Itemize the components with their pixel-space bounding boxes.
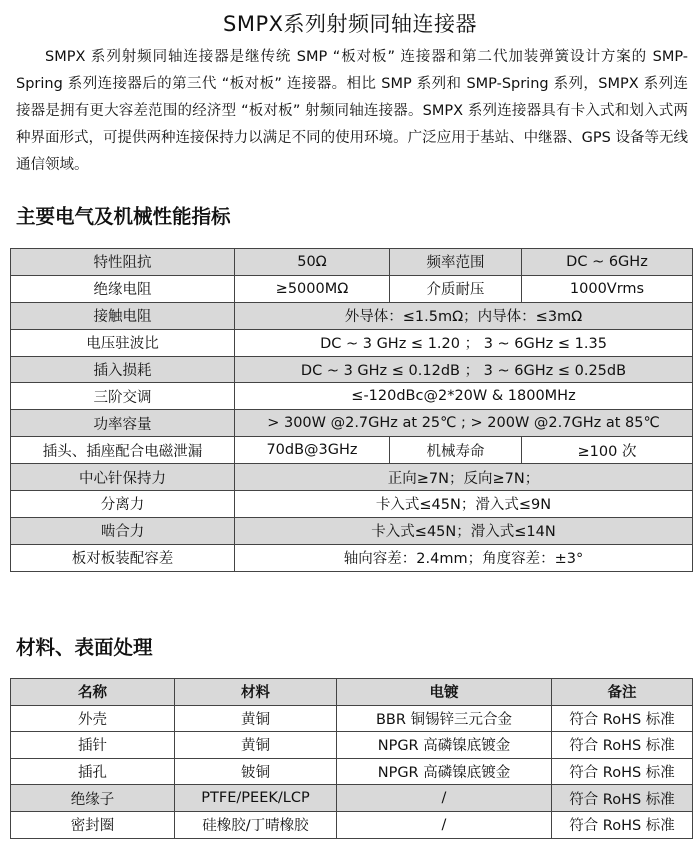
intro-paragraph — [16, 44, 688, 179]
material-plating: / — [337, 785, 552, 812]
spec-value: 70dB@3GHz — [235, 437, 390, 464]
spec-row-insulation — [11, 275, 693, 302]
spec-value: > 300W @2.7GHz at 25℃ ; > 200W @2.7GHz at 85℃ — [235, 410, 693, 437]
material-name: 铍铜 — [175, 758, 337, 785]
material-part: 绝缘子 — [11, 785, 175, 812]
spec-row-power — [11, 410, 693, 437]
material-part: 外壳 — [11, 705, 175, 732]
material-name: 黄铜 — [175, 705, 337, 732]
materials-table — [10, 678, 693, 839]
spec-value: 轴向容差：2.4mm；角度容差：±3° — [235, 544, 693, 571]
material-note: 符合 RoHS 标准 — [552, 705, 693, 732]
spec-label: 啮合力 — [11, 517, 235, 544]
column-header: 电镀 — [337, 679, 552, 706]
spec-label: 电压驻波比 — [11, 329, 235, 356]
column-header: 备注 — [552, 679, 693, 706]
column-header: 名称 — [11, 679, 175, 706]
material-note: 符合 RoHS 标准 — [552, 732, 693, 759]
spec-label: 接触电阻 — [11, 302, 235, 329]
spec-value: 50Ω — [235, 249, 390, 276]
spec-value: ≥100 次 — [522, 437, 693, 464]
spec-row-engagement — [11, 517, 693, 544]
spec-value: ≤-120dBc@2*20W & 1800MHz — [235, 383, 693, 410]
material-plating: / — [337, 811, 552, 838]
spec-value: DC ~ 6GHz — [522, 249, 693, 276]
material-part: 插孔 — [11, 758, 175, 785]
spec-row-vswr — [11, 329, 693, 356]
material-note: 符合 RoHS 标准 — [552, 785, 693, 812]
material-part: 插针 — [11, 732, 175, 759]
spec-label: 功率容量 — [11, 410, 235, 437]
spec-value: DC ~ 3 GHz ≤ 1.20 ； 3 ~ 6GHz ≤ 1.35 — [235, 329, 693, 356]
spec-row-leakage — [11, 437, 693, 464]
spec-value: 卡入式≤45N；滑入式≤9N — [235, 491, 693, 518]
spec-label: 频率范围 — [390, 249, 522, 276]
spec-row-intermod — [11, 383, 693, 410]
material-name: PTFE/PEEK/LCP — [175, 785, 337, 812]
materials-header-row — [11, 679, 693, 706]
spec-row-separation — [11, 491, 693, 518]
materials-row — [11, 758, 693, 785]
specs-heading: 主要电气及机械性能指标 — [16, 205, 231, 228]
materials-row — [11, 811, 693, 838]
spec-label: 分离力 — [11, 491, 235, 518]
material-name: 硅橡胶/丁晴橡胶 — [175, 811, 337, 838]
spec-row-impedance — [11, 249, 693, 276]
material-plating: NPGR 高磷镍底镀金 — [337, 758, 552, 785]
spec-value: 1000Vrms — [522, 275, 693, 302]
column-header: 材料 — [175, 679, 337, 706]
material-plating: BBR 铜锡锌三元合金 — [337, 705, 552, 732]
spec-label: 中心针保持力 — [11, 464, 235, 491]
spec-value: 正向≥7N；反向≥7N； — [235, 464, 693, 491]
spec-label: 绝缘电阻 — [11, 275, 235, 302]
material-note: 符合 RoHS 标准 — [552, 758, 693, 785]
spec-row-insertion-loss — [11, 356, 693, 383]
spec-label: 三阶交调 — [11, 383, 235, 410]
material-plating: NPGR 高磷镍底镀金 — [337, 732, 552, 759]
spec-row-tolerance — [11, 544, 693, 571]
spec-label: 机械寿命 — [390, 437, 522, 464]
specs-table — [10, 248, 693, 572]
spec-label: 特性阻抗 — [11, 249, 235, 276]
materials-heading: 材料、表面处理 — [16, 636, 153, 659]
spec-value: ≥5000MΩ — [235, 275, 390, 302]
material-note: 符合 RoHS 标准 — [552, 811, 693, 838]
intro-text: SMPX 系列射频同轴连接器是继传统 SMP “板对板” 连接器和第二代加装弹簧设计方案的 SMP-Spring 系列连接器后的第三代 “板对板” 连接器。相比 SMP 系列和 SMP-Spring 系列，SMPX 系列连接器是拥有更大容差范围的经济型 “板对板” 射频同轴连接器。SMPX 系列连接器具有卡入式和划入式两种界面形式，可提供两种连接保持力以满足不同的使用环境。广泛应用于基站、中继器、GPS 设备等无线通信领域。 — [16, 49, 688, 173]
materials-row — [11, 732, 693, 759]
spec-value: 卡入式≤45N；滑入式≤14N — [235, 517, 693, 544]
spec-value: 外导体：≤1.5mΩ；内导体：≤3mΩ — [235, 302, 693, 329]
spec-row-retention — [11, 464, 693, 491]
spec-label: 插头、插座配合电磁泄漏 — [11, 437, 235, 464]
spec-value: DC ~ 3 GHz ≤ 0.12dB ； 3 ~ 6GHz ≤ 0.25dB — [235, 356, 693, 383]
spec-row-contact-resistance — [11, 302, 693, 329]
spec-label: 插入损耗 — [11, 356, 235, 383]
materials-row — [11, 785, 693, 812]
page-title: SMPX系列射频同轴连接器 — [223, 12, 477, 36]
spec-label: 板对板装配容差 — [11, 544, 235, 571]
spec-label: 介质耐压 — [390, 275, 522, 302]
material-part: 密封圈 — [11, 811, 175, 838]
materials-row — [11, 705, 693, 732]
material-name: 黄铜 — [175, 732, 337, 759]
